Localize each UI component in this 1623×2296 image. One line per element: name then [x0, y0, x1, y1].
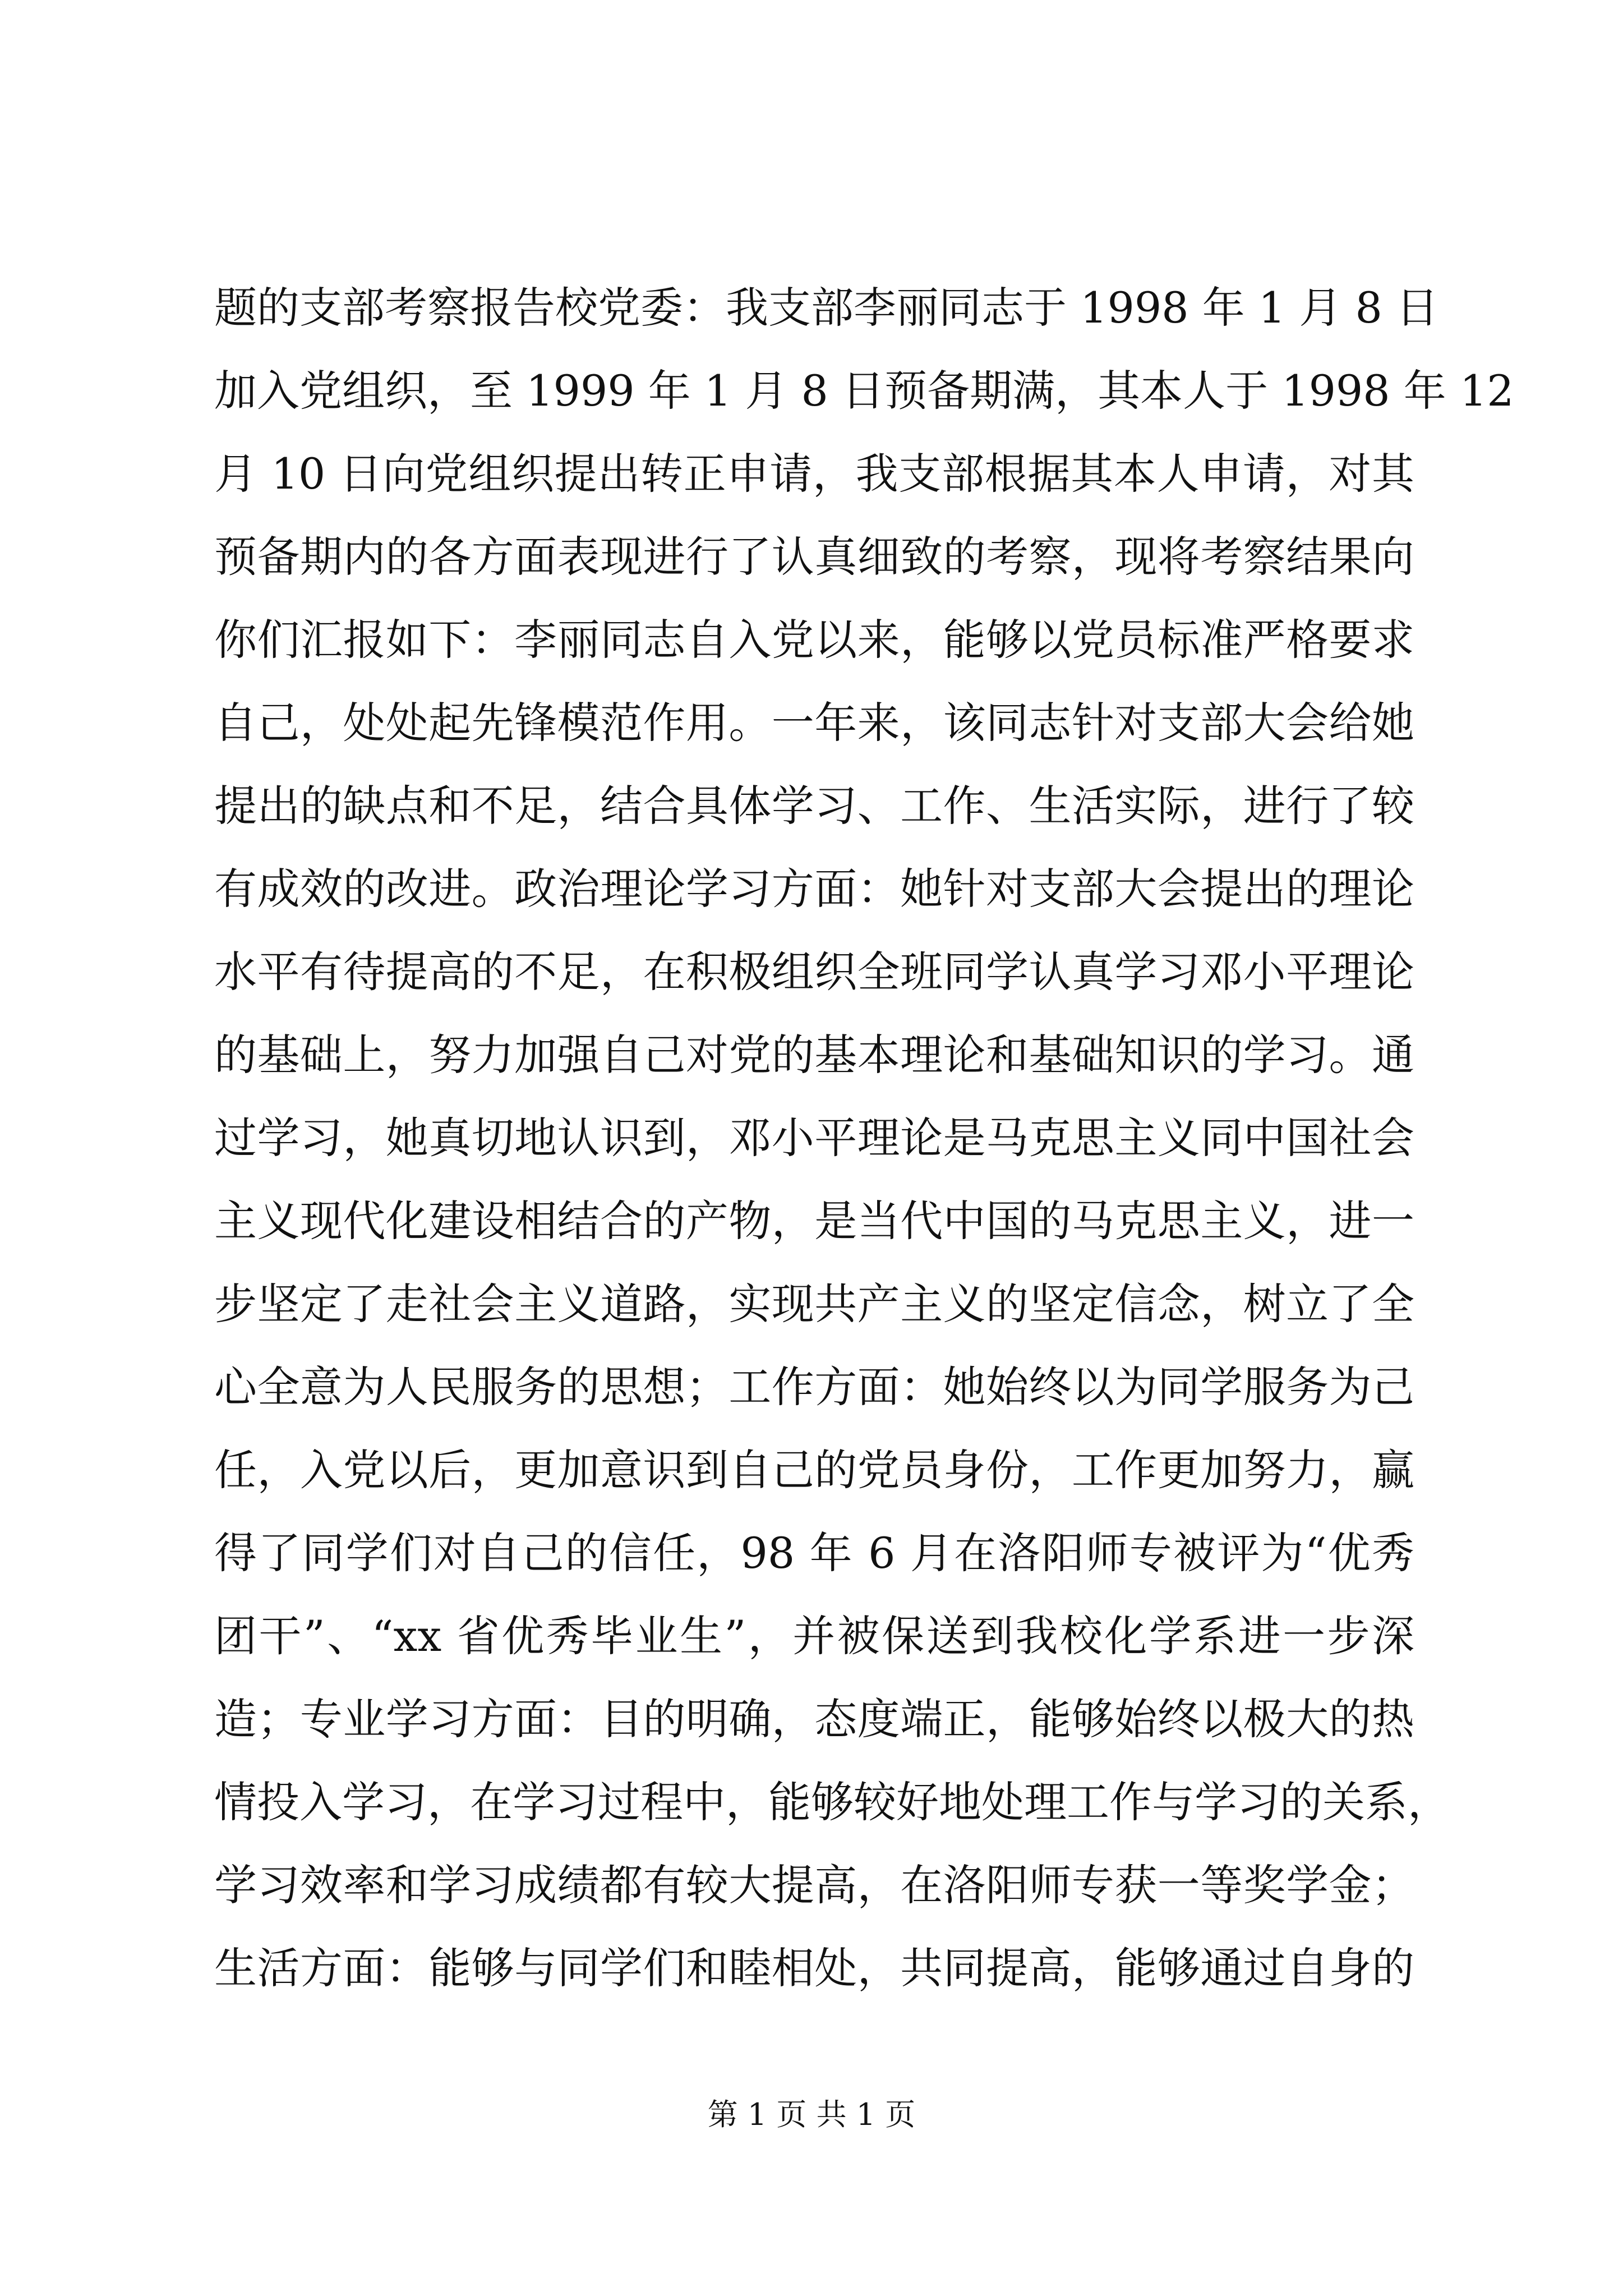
text-line: 你们汇报如下：李丽同志自入党以来，能够以党员标准严格要求 — [214, 615, 1414, 665]
text-line: 题的支部考察报告校党委：我支部李丽同志于 1998 年 1 月 8 日 — [214, 283, 1439, 333]
page-footer — [0, 2095, 1623, 2134]
body-text — [214, 266, 1514, 2010]
text-line: 的基础上，努力加强自己对党的基本理论和基础知识的学习。通 — [214, 1030, 1414, 1080]
page-number-label: 第 1 页 共 1 页 — [707, 2097, 916, 2132]
text-line: 生活方面：能够与同学们和睦相处，共同提高，能够通过自身的 — [214, 1943, 1414, 1993]
text-line: 步坚定了走社会主义道路，实现共产主义的坚定信念，树立了全 — [214, 1279, 1414, 1329]
text-line: 得了同学们对自己的信任，98 年 6 月在洛阳师专被评为“优秀 — [214, 1528, 1414, 1578]
text-line: 提出的缺点和不足，结合具体学习、工作、生活实际，进行了较 — [214, 781, 1414, 831]
text-line: 预备期内的各方面表现进行了认真细致的考察，现将考察结果向 — [214, 532, 1414, 582]
text-line: 加入党组织，至 1999 年 1 月 8 日预备期满，其本人于 1998 年 12 — [214, 366, 1514, 416]
text-line: 任，入党以后，更加意识到自己的党员身份，工作更加努力，赢 — [214, 1445, 1414, 1495]
text-line: 主义现代化建设相结合的产物，是当代中国的马克思主义，进一 — [214, 1196, 1414, 1246]
text-line: 水平有待提高的不足，在积极组织全班同学认真学习邓小平理论 — [214, 947, 1414, 997]
text-line: 情投入学习，在学习过程中，能够较好地处理工作与学习的关系， — [214, 1777, 1450, 1827]
text-line: 过学习，她真切地认识到，邓小平理论是马克思主义同中国社会 — [214, 1113, 1414, 1163]
text-line: 自己，处处起先锋模范作用。一年来，该同志针对支部大会给她 — [214, 698, 1414, 748]
text-line: 月 10 日向党组织提出转正申请，我支部根据其本人申请，对其 — [214, 449, 1414, 499]
text-line: 学习效率和学习成绩都有较大提高，在洛阳师专获一等奖学金； — [214, 1860, 1414, 1910]
text-line: 心全意为人民服务的思想；工作方面：她始终以为同学服务为己 — [214, 1362, 1414, 1412]
text-line: 团干”、“xx 省优秀毕业生”，并被保送到我校化学系进一步深 — [214, 1611, 1414, 1661]
text-line: 有成效的改进。政治理论学习方面：她针对支部大会提出的理论 — [214, 864, 1414, 914]
text-line: 造；专业学习方面：目的明确，态度端正，能够始终以极大的热 — [214, 1694, 1414, 1744]
